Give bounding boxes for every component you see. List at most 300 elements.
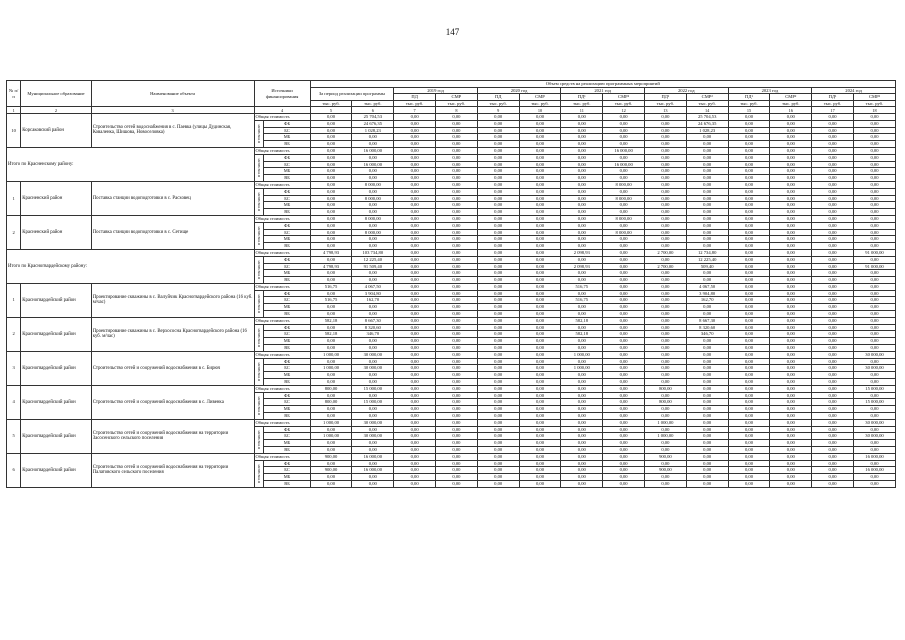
value-cell: 0,00: [310, 358, 352, 365]
value-cell: 0,00: [770, 175, 812, 182]
value-cell: 0,00: [644, 283, 686, 290]
value-cell: 0,00: [394, 202, 436, 209]
value-cell: 509,40: [686, 263, 728, 270]
value-cell: 0,00: [561, 311, 603, 318]
value-cell: 3 904,80: [686, 290, 728, 297]
value-cell: 0,00: [812, 168, 854, 175]
value-cell: 0,00: [812, 297, 854, 304]
value-cell: 12 225,40: [686, 256, 728, 263]
header-sub-pd: ПД¹: [561, 94, 603, 101]
source-label: БС: [264, 399, 310, 406]
value-cell: 16 000,00: [352, 453, 394, 460]
value-cell: 0,00: [310, 440, 352, 447]
municipality-cell: Красногвардейский район: [21, 351, 91, 385]
value-cell: 0,00: [853, 345, 895, 352]
table-row: [7, 453, 896, 460]
source-total-label: Общая стоимость: [254, 249, 310, 256]
object-name-cell: Строительство сетей и сооружений водоснабжения на территории Палатовского сельского поселения: [91, 453, 254, 487]
value-cell: 0,00: [853, 243, 895, 250]
value-cell: 0,00: [352, 277, 394, 284]
value-cell: 0,00: [561, 304, 603, 311]
value-cell: 0,00: [561, 338, 603, 345]
value-cell: 0,00: [770, 297, 812, 304]
value-cell: 0,00: [603, 365, 645, 372]
value-cell: 0,00: [310, 413, 352, 420]
value-cell: 0,00: [728, 345, 770, 352]
value-cell: 0,00: [728, 283, 770, 290]
value-cell: 0,00: [477, 392, 519, 399]
value-cell: 0,00: [519, 304, 561, 311]
value-cell: 0,00: [310, 222, 352, 229]
row-number: 2: [7, 317, 21, 351]
value-cell: 0,00: [519, 372, 561, 379]
value-cell: 0,00: [770, 317, 812, 324]
value-cell: 0,00: [310, 324, 352, 331]
value-cell: 0,00: [310, 134, 352, 141]
value-cell: 0,00: [644, 481, 686, 488]
total-label: Итого по Красненскому району:: [7, 147, 255, 181]
value-cell: 0,00: [561, 188, 603, 195]
value-cell: 0,00: [770, 338, 812, 345]
value-cell: 0,00: [686, 467, 728, 474]
source-label: МБ: [264, 270, 310, 277]
in-that-number-label: [254, 188, 264, 215]
value-cell: 0,00: [519, 351, 561, 358]
col-number: 14: [686, 107, 728, 114]
value-cell: 30 000,00: [352, 419, 394, 426]
source-label: БС: [264, 263, 310, 270]
value-cell: 0,00: [394, 311, 436, 318]
value-cell: 0,00: [686, 447, 728, 454]
value-cell: 0,00: [644, 440, 686, 447]
row-number: 2: [7, 215, 21, 249]
value-cell: 0,00: [394, 392, 436, 399]
value-cell: 0,00: [686, 243, 728, 250]
table-row: [7, 317, 896, 324]
value-cell: 800,00: [310, 385, 352, 392]
value-cell: 0,00: [644, 338, 686, 345]
value-cell: 582,18: [561, 331, 603, 338]
value-cell: 0,00: [394, 168, 436, 175]
value-cell: 0,00: [686, 277, 728, 284]
source-label: ФБ: [264, 188, 310, 195]
value-cell: 0,00: [603, 236, 645, 243]
value-cell: 0,00: [812, 433, 854, 440]
value-cell: 0,00: [561, 358, 603, 365]
value-cell: 0,00: [728, 399, 770, 406]
value-cell: 0,00: [394, 188, 436, 195]
value-cell: 0,00: [519, 311, 561, 318]
value-cell: 24 676,35: [352, 120, 394, 127]
value-cell: 0,00: [728, 181, 770, 188]
value-cell: 0,00: [519, 229, 561, 236]
value-cell: 0,00: [812, 481, 854, 488]
in-that-number-text: в том числе:: [256, 328, 261, 348]
value-cell: 15 000,00: [853, 385, 895, 392]
value-cell: 0,00: [477, 229, 519, 236]
value-cell: 0,00: [853, 379, 895, 386]
value-cell: 0,00: [728, 229, 770, 236]
value-cell: 0,00: [436, 460, 478, 467]
value-cell: 0,00: [519, 154, 561, 161]
value-cell: 0,00: [770, 413, 812, 420]
value-cell: 0,00: [770, 406, 812, 413]
value-cell: 0,00: [686, 147, 728, 154]
value-cell: 0,00: [310, 426, 352, 433]
value-cell: 0,00: [477, 467, 519, 474]
value-cell: 0,00: [644, 113, 686, 120]
value-cell: 0,00: [477, 379, 519, 386]
value-cell: 0,00: [686, 134, 728, 141]
value-cell: 0,00: [812, 222, 854, 229]
municipality-cell: Красногвардейский район: [21, 283, 91, 317]
value-cell: 0,00: [394, 161, 436, 168]
value-cell: 0,00: [394, 290, 436, 297]
value-cell: 0,00: [436, 447, 478, 454]
value-cell: 0,00: [519, 236, 561, 243]
value-cell: 0,00: [519, 345, 561, 352]
value-cell: 0,00: [603, 317, 645, 324]
value-cell: 0,00: [561, 154, 603, 161]
value-cell: 25 704,53: [686, 113, 728, 120]
value-cell: 0,00: [770, 154, 812, 161]
row-number: 6: [7, 453, 21, 487]
value-cell: 0,00: [477, 413, 519, 420]
value-cell: 0,00: [686, 440, 728, 447]
col-number: 6: [352, 107, 394, 114]
source-total-label: Общая стоимость: [254, 317, 310, 324]
value-cell: 30 000,00: [853, 433, 895, 440]
value-cell: 0,00: [644, 290, 686, 297]
value-cell: 0,00: [686, 385, 728, 392]
value-cell: 0,00: [603, 474, 645, 481]
table-body: [7, 113, 896, 487]
value-cell: 162,70: [686, 297, 728, 304]
value-cell: 0,00: [644, 392, 686, 399]
value-cell: 0,00: [812, 426, 854, 433]
value-cell: 0,00: [728, 127, 770, 134]
value-cell: 0,00: [686, 453, 728, 460]
header-year-2021: 2021 год: [561, 87, 645, 94]
value-cell: 0,00: [686, 161, 728, 168]
source-label: БС: [264, 195, 310, 202]
value-cell: 1 000,00: [561, 351, 603, 358]
value-cell: 1 000,00: [561, 365, 603, 372]
value-cell: 0,00: [812, 358, 854, 365]
value-cell: 0,00: [603, 209, 645, 216]
value-cell: 0,00: [394, 256, 436, 263]
value-cell: 0,00: [686, 433, 728, 440]
value-cell: 0,00: [812, 311, 854, 318]
value-cell: 0,00: [853, 188, 895, 195]
value-cell: 0,00: [561, 161, 603, 168]
value-cell: 0,00: [436, 481, 478, 488]
value-cell: 0,00: [812, 127, 854, 134]
value-cell: 0,00: [603, 202, 645, 209]
value-cell: 0,00: [603, 338, 645, 345]
source-label: МБ: [264, 202, 310, 209]
value-cell: 8 000,00: [603, 229, 645, 236]
municipality-cell: Красненский район: [21, 181, 91, 215]
value-cell: 0,00: [519, 188, 561, 195]
value-cell: 0,00: [644, 413, 686, 420]
col-number: 7: [394, 107, 436, 114]
value-cell: 0,00: [436, 161, 478, 168]
value-cell: 0,00: [477, 270, 519, 277]
value-cell: 0,00: [770, 277, 812, 284]
value-cell: 0,00: [436, 209, 478, 216]
header-year-2019: 2019 год: [394, 87, 478, 94]
value-cell: 0,00: [770, 222, 812, 229]
value-cell: 0,00: [812, 154, 854, 161]
value-cell: 0,00: [728, 453, 770, 460]
value-cell: 8 000,00: [603, 181, 645, 188]
header-units: тыс. руб.: [728, 100, 770, 107]
header-sub-pd: ПД: [394, 94, 436, 101]
value-cell: 0,00: [436, 283, 478, 290]
value-cell: 0,00: [477, 161, 519, 168]
value-cell: 16 000,00: [352, 161, 394, 168]
value-cell: 0,00: [352, 134, 394, 141]
value-cell: 0,00: [352, 481, 394, 488]
value-cell: 0,00: [812, 243, 854, 250]
col-number: 18: [853, 107, 895, 114]
value-cell: 30 000,00: [352, 433, 394, 440]
value-cell: 0,00: [812, 290, 854, 297]
value-cell: 0,00: [728, 358, 770, 365]
value-cell: 0,00: [853, 413, 895, 420]
header-num: № п/п: [7, 81, 21, 107]
value-cell: 0,00: [853, 317, 895, 324]
source-label: ФБ: [264, 460, 310, 467]
value-cell: 900,00: [644, 453, 686, 460]
value-cell: 0,00: [728, 222, 770, 229]
value-cell: 0,00: [603, 324, 645, 331]
value-cell: 0,00: [686, 236, 728, 243]
value-cell: 0,00: [477, 277, 519, 284]
col-number: 4: [254, 107, 310, 114]
value-cell: 0,00: [352, 413, 394, 420]
value-cell: 0,00: [310, 215, 352, 222]
table-row: [7, 283, 896, 290]
value-cell: 16 000,00: [603, 161, 645, 168]
value-cell: 0,00: [603, 290, 645, 297]
value-cell: 0,00: [728, 175, 770, 182]
value-cell: 0,00: [394, 147, 436, 154]
source-label: ВБ: [264, 413, 310, 420]
value-cell: 0,00: [770, 351, 812, 358]
value-cell: 8 000,00: [352, 181, 394, 188]
value-cell: 0,00: [603, 453, 645, 460]
value-cell: 0,00: [853, 270, 895, 277]
value-cell: 0,00: [477, 290, 519, 297]
value-cell: 30 000,00: [853, 351, 895, 358]
value-cell: 0,00: [644, 358, 686, 365]
value-cell: 0,00: [394, 297, 436, 304]
value-cell: 0,00: [519, 195, 561, 202]
value-cell: 0,00: [644, 188, 686, 195]
value-cell: 0,00: [436, 311, 478, 318]
value-cell: 0,00: [477, 188, 519, 195]
value-cell: 0,00: [561, 222, 603, 229]
value-cell: 0,00: [394, 351, 436, 358]
value-cell: 0,00: [812, 317, 854, 324]
col-number: 11: [561, 107, 603, 114]
value-cell: 0,00: [477, 317, 519, 324]
value-cell: 0,00: [728, 168, 770, 175]
value-cell: 0,00: [477, 236, 519, 243]
value-cell: 0,00: [561, 215, 603, 222]
value-cell: 0,00: [310, 168, 352, 175]
value-cell: 0,00: [352, 426, 394, 433]
value-cell: 900,00: [310, 467, 352, 474]
value-cell: 0,00: [603, 263, 645, 270]
source-label: ВБ: [264, 141, 310, 148]
source-label: ФБ: [264, 154, 310, 161]
value-cell: 0,00: [477, 447, 519, 454]
header-volume: Объем средств на реализацию программных мероприятий: [310, 81, 895, 88]
value-cell: 0,00: [853, 481, 895, 488]
object-name-cell: Строительство сетей и сооружений водоснабжения в с. Бирюч: [91, 351, 254, 385]
value-cell: 0,00: [812, 113, 854, 120]
value-cell: 0,00: [770, 379, 812, 386]
value-cell: 0,00: [603, 270, 645, 277]
source-label: ВБ: [264, 277, 310, 284]
value-cell: 0,00: [812, 406, 854, 413]
value-cell: 0,00: [352, 474, 394, 481]
value-cell: 0,00: [728, 481, 770, 488]
value-cell: 0,00: [644, 317, 686, 324]
value-cell: 0,00: [519, 338, 561, 345]
value-cell: 516,75: [310, 283, 352, 290]
value-cell: 0,00: [728, 304, 770, 311]
value-cell: 16 000,00: [853, 467, 895, 474]
source-label: ФБ: [264, 358, 310, 365]
value-cell: 0,00: [477, 399, 519, 406]
value-cell: 0,00: [812, 365, 854, 372]
value-cell: 0,00: [519, 290, 561, 297]
value-cell: 0,00: [603, 304, 645, 311]
value-cell: 0,00: [436, 365, 478, 372]
value-cell: 0,00: [436, 181, 478, 188]
value-cell: 0,00: [644, 256, 686, 263]
value-cell: 1 000,00: [644, 419, 686, 426]
in-that-number-label: [254, 256, 264, 283]
value-cell: 0,00: [561, 209, 603, 216]
value-cell: 0,00: [436, 324, 478, 331]
value-cell: 0,00: [394, 433, 436, 440]
value-cell: 0,00: [603, 222, 645, 229]
value-cell: 91 509,40: [352, 263, 394, 270]
value-cell: 0,00: [394, 460, 436, 467]
value-cell: 0,00: [812, 215, 854, 222]
in-that-number-text: в том числе:: [256, 158, 261, 178]
value-cell: 0,00: [770, 399, 812, 406]
value-cell: 0,00: [561, 440, 603, 447]
value-cell: 0,00: [436, 399, 478, 406]
value-cell: 0,00: [686, 154, 728, 161]
value-cell: 0,00: [477, 345, 519, 352]
value-cell: 0,00: [561, 229, 603, 236]
value-cell: 0,00: [770, 385, 812, 392]
source-label: БС: [264, 365, 310, 372]
value-cell: 30 000,00: [853, 365, 895, 372]
value-cell: 0,00: [394, 440, 436, 447]
value-cell: 0,00: [477, 324, 519, 331]
value-cell: 0,00: [644, 181, 686, 188]
value-cell: 0,00: [812, 188, 854, 195]
value-cell: 0,00: [686, 229, 728, 236]
value-cell: 0,00: [644, 372, 686, 379]
value-cell: 2 700,00: [644, 263, 686, 270]
value-cell: 0,00: [310, 188, 352, 195]
value-cell: 0,00: [812, 134, 854, 141]
value-cell: 8 000,00: [352, 215, 394, 222]
value-cell: 0,00: [477, 209, 519, 216]
table-row: [7, 215, 896, 222]
value-cell: 0,00: [853, 222, 895, 229]
source-label: БС: [264, 467, 310, 474]
value-cell: 0,00: [436, 338, 478, 345]
value-cell: 0,00: [394, 134, 436, 141]
value-cell: 0,00: [853, 181, 895, 188]
value-cell: 0,00: [310, 311, 352, 318]
value-cell: 0,00: [603, 134, 645, 141]
col-number: 15: [728, 107, 770, 114]
value-cell: 0,00: [812, 175, 854, 182]
value-cell: 15 000,00: [352, 385, 394, 392]
value-cell: 0,00: [644, 277, 686, 284]
value-cell: 0,00: [310, 147, 352, 154]
value-cell: 0,00: [770, 181, 812, 188]
value-cell: 0,00: [728, 317, 770, 324]
value-cell: 0,00: [728, 413, 770, 420]
value-cell: 0,00: [394, 379, 436, 386]
value-cell: 0,00: [519, 413, 561, 420]
value-cell: 0,00: [352, 175, 394, 182]
value-cell: 0,00: [728, 290, 770, 297]
value-cell: 0,00: [394, 413, 436, 420]
value-cell: 0,00: [812, 120, 854, 127]
value-cell: 0,00: [644, 222, 686, 229]
col-number: 9: [477, 107, 519, 114]
value-cell: 0,00: [310, 154, 352, 161]
value-cell: 0,00: [561, 447, 603, 454]
value-cell: 0,00: [477, 365, 519, 372]
value-cell: 0,00: [603, 447, 645, 454]
value-cell: 0,00: [603, 141, 645, 148]
value-cell: 0,00: [352, 168, 394, 175]
value-cell: 0,00: [477, 202, 519, 209]
value-cell: 30 000,00: [853, 419, 895, 426]
value-cell: 0,00: [853, 324, 895, 331]
value-cell: 0,00: [853, 331, 895, 338]
value-cell: 0,00: [686, 399, 728, 406]
value-cell: 0,00: [436, 236, 478, 243]
value-cell: 0,00: [770, 426, 812, 433]
source-label: МБ: [264, 338, 310, 345]
value-cell: 0,00: [812, 385, 854, 392]
value-cell: 2 098,93: [561, 249, 603, 256]
value-cell: 0,00: [770, 481, 812, 488]
municipality-cell: Красногвардейский район: [21, 317, 91, 351]
value-cell: 0,00: [394, 331, 436, 338]
value-cell: 0,00: [853, 392, 895, 399]
value-cell: 0,00: [352, 154, 394, 161]
value-cell: 162,70: [352, 297, 394, 304]
header-sub-smr: СМР²: [853, 94, 895, 101]
value-cell: 8 320,60: [686, 324, 728, 331]
